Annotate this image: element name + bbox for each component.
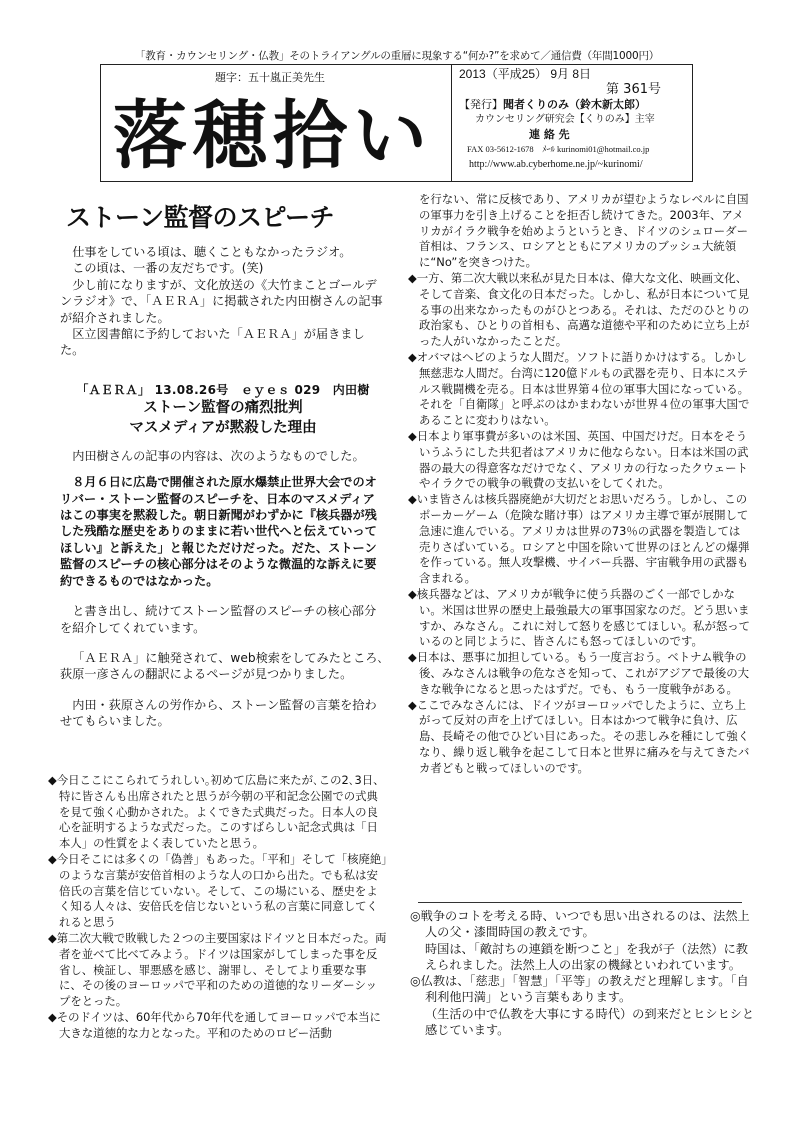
speech-bullet: ◆いま皆さんは核兵器廃絶が大切だとお思いだろう。しかし、このポーカーゲーム（危険な賭け事）はアメリカ主導で軍が展開して急速に進んでいる。アメリカは世界の73％の武器を製造しては売りさばいている。ロシアと中国を除いて世界のほとんどの爆弾を作っている。無人攻撃機、サイバー兵器、宇宙戦争用の武器も含まれる。 xyxy=(408,492,750,586)
right-column xyxy=(408,192,750,776)
closing-notes xyxy=(410,908,755,1038)
source-line: 「ＡＥＲＡ」 13.08.26号 ｅｙｅｓ 029 内田樹 xyxy=(76,382,370,397)
speech-bullet: ◆第二次大戦で敗戦した２つの主要国家はドイツと日本だった。両者を並べて比べてみよう。ドイツは国家がしてしまった事を反省し、検証し、罪悪感を感じ、謝罪し、そしてより重要な事に、その後のヨーロッパで平和のための道徳的なリーダーシップをとった。 xyxy=(48,930,387,1009)
calligraphy-logo xyxy=(107,87,447,177)
quote-paragraph: ８月６日に広島で開催された原水爆禁止世界大会でのオリバー・ストーン監督のスピーチを、日本のマスメディアはこの事実を黙殺した。朝日新聞がわずかに『核兵器が残した残酷な歴史をありのままに若い世代へと伝えていってほしい』と訴えた」と報じただけだった。だた、ストーン監督のスピーチの核心部分はそのような微温的な訴えに要約できるものではなかった。 xyxy=(60,475,377,588)
body-paragraph: 内田・荻原さんの労作から、ストーン監督の言葉を拾わせてもらいました。 xyxy=(60,697,377,729)
intro-line: 少し前になりますが、文化放送の《大竹まことゴールデンラジオ》で、「ＡＥＲＡ」に掲載された内田樹さんの記事が紹介されました。 xyxy=(60,277,383,325)
intro-line: 仕事をしている頃は、聴くこともなかったラジオ。 xyxy=(72,245,352,259)
speech-bullet: ◆日本は、悪事に加担している。もう一度言おう。ベトナム戦争の後、みなさんは戦争の危なさを知って、これがアジアで最後の大きな戦争になると思ったはずだ。でも、もう一度戦争がある。 xyxy=(408,650,749,696)
speech-bullet: ◆今日そこには多くの「偽善」もあった。「平和」そして「核廃絶」のような言葉が安倍首相のような人の口から出た。でも私は安倍氏の言葉を信じていない。そして、この場にいる、歴史をよく知る人々は、安倍氏を信じないという私の言葉に同意してくれると思う xyxy=(48,851,387,930)
speech-bullet: ◆一方、第二次大戦以来私が見た日本は、偉大な文化、映画文化、そして音楽、食文化の日本だった。しかし、私が日本について見る事の出来なかったものがひとつある。それは、ただのひとりの政治家も、ひとりの首相も、高邁な道徳や平和のために立ち上がった人がいなかったことだ。 xyxy=(408,270,750,349)
masthead xyxy=(100,64,693,182)
section-divider xyxy=(418,902,742,903)
note-item: （生活の中で仏教を大事にする時代）の到来だとヒシヒシと感じています。 xyxy=(425,1006,755,1038)
speech-continuation: を行ない、常に反核であり、アメリカが望むようなレベルに自国の軍事力を引き上げることを拒否し続けてきた。2003年、アメリカがイラク戦争を始めようというとき、ドイツのシュローダー首相は、フランス、ロシアとともにアメリカのブッシュ大統領に“No”を突きつけた。 xyxy=(419,192,749,270)
speech-bullet: ◆オバマはヘビのような人間だ。ソフトに語りかけはする。しかし無慈悲な人間だ。台湾に120億ドルもの武器を売り、日本にステルス戦闘機を売る。日本は世界第４位の軍事大国になっている。それを「自衛隊」と呼ぶのはかまわないが世界４位の軍事大国であることに変わりはない。 xyxy=(408,349,750,428)
website-url: http://www.ab.cyberhome.ne.jp/~kurinomi/ xyxy=(469,159,643,170)
note-item: ◎仏教は、「慈悲」「智慧」「平等」の教えだと理解します。「自利利他円満」という言葉もあります。 xyxy=(410,974,749,1005)
article-title: ストーン監督のスピーチ xyxy=(66,203,335,232)
issue-number: 第 361号 xyxy=(606,82,661,97)
issue-date: 2013（平成25） 9月 8日 xyxy=(459,67,592,81)
speech-bullet: ◆そのドイツは、60年代から70年代を通してヨーロッパで本当に大きな道徳的な力となった。平和のためのロビー活動 xyxy=(48,1009,381,1040)
speech-bullet: ◆今日ここにこられてうれしい｡初めて広島に来たが､この2､3日、特に皆さんも出席されたと思うが今朝の平和記念公園での式典を見て強く心動かされた。よくできた式典だった。日本人の良心を証明するような式だった。このすばらしい記念式典は「日本人」の性質をよく表していたと思う。 xyxy=(48,773,385,851)
body-paragraph: 「ＡＥＲＡ」に触発されて、web検索をしてみたところ､荻原一彦さんの翻訳によるページが見つかりました。 xyxy=(60,650,384,682)
intro-line: 区立図書館に予約しておいた「ＡＥＲＡ」が届きました。 xyxy=(60,327,365,358)
tagline: 「教育・カウンセリング・仏教」そのトライアングルの重層に現象する“何か?”を求めて／通信費（年間1000円） xyxy=(134,50,660,62)
masthead-divider xyxy=(451,65,452,181)
speech-bullet: ◆核兵器などは、アメリカが戦争に使う兵器のごく一部でしかない。米国は世界の歴史上最強最大の軍事国家なのだ。どう思いますか、みなさん。これに対して怒りを感じてほしい。私が怒っているのと同じように、皆さんにも怒ってほしいのです。 xyxy=(408,586,751,649)
body-paragraph: と書き出し、続けてストーン監督のスピーチの核心部分を紹介してくれています。 xyxy=(60,604,377,635)
headline: ストーン監督の痛烈批判 xyxy=(143,399,303,416)
body-paragraph: 内田樹さんの記事の内容は、次のようなものでした。 xyxy=(72,448,365,463)
fax-email: FAX 03-5612-1678 ﾒｰﾙ kurinomi01@hotmail.co.jp xyxy=(467,144,650,154)
contact-label: 連 絡 先 xyxy=(529,128,570,141)
speech-bullet: ◆日本より軍事費が多いのは米国、英国、中国だけだ。日本をそういうふうにした共犯者はアメリカに他ならない。日本は米国の武器の最大の得意客なだけでなく、アメリカの行なったクウェートやイラクでの戦争の戦費の支払いをしてくれた。 xyxy=(408,428,749,491)
svg-text:落穂拾い: 落穂拾い xyxy=(113,93,433,177)
intro-line: この頃は、一番の友だちです。(笑) xyxy=(72,261,264,276)
calligrapher-credit: 題字：五十嵐正美先生 xyxy=(215,71,325,84)
publisher: 【発行】聞者くりのみ（鈴木新太郎） xyxy=(459,98,646,111)
headline: マスメディアが黙殺した理由 xyxy=(129,419,317,436)
note-item: ◎戦争のコトを考える時、いつでも思い出されるのは、法然上人の父・漆間時国の教えです。 xyxy=(410,909,750,940)
left-column xyxy=(60,244,386,730)
left-bullets xyxy=(48,773,388,1042)
issue-info xyxy=(459,67,691,172)
speech-bullet: ◆ここでみなさんには、ドイツがヨーロッパでしたように、立ち上がって反対の声を上げてほしい。日本はかつて戦争に負け、広島、長崎その他でひどい目にあった。その悲しみを種にして強くなり、繰り返し戦争を起こして日本と世界に痛みを与えてきたバカ者どもと戦ってほしいのです。 xyxy=(408,697,750,775)
study-group: カウンセリング研究会【くりのみ】主宰 xyxy=(475,114,655,125)
note-item: 時国は、「敵討ちの連鎖を断つこと」を我が子（法然）に教えられました。法然上人の出家の機縁といわれています。 xyxy=(425,941,748,972)
